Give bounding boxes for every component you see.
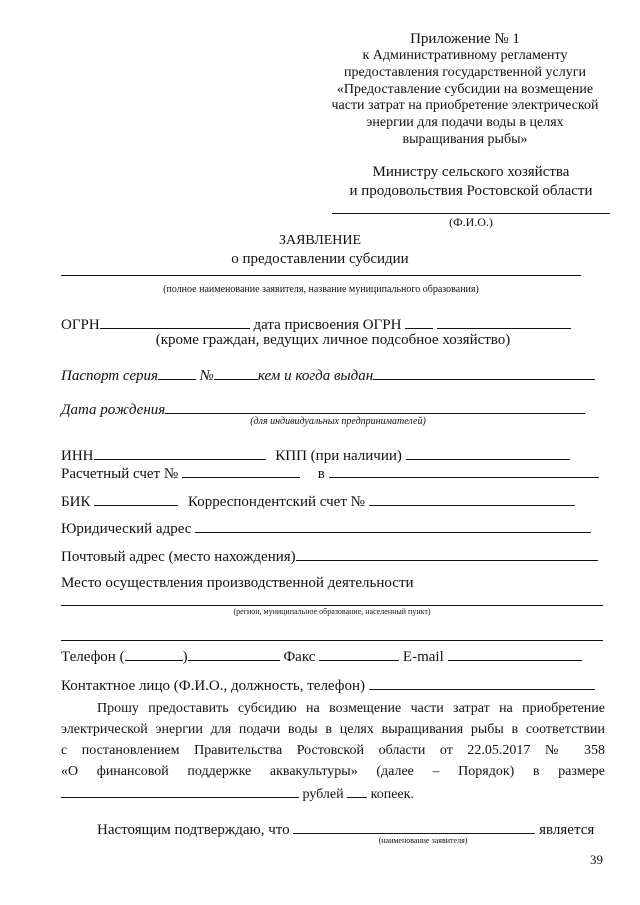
passport-series-label: Паспорт серия xyxy=(61,368,158,384)
title-line: о предоставлении субсидии xyxy=(231,251,409,267)
legal-address-field[interactable] xyxy=(195,517,591,533)
document-title xyxy=(0,232,640,268)
corr-account-field[interactable] xyxy=(369,490,575,506)
birth-date-field[interactable] xyxy=(165,398,585,414)
bank-field[interactable] xyxy=(329,462,599,478)
contact-field[interactable] xyxy=(369,674,595,690)
production-place-label: Место осуществления производственной деятельности xyxy=(61,575,414,591)
confirm-applicant-field[interactable] xyxy=(293,818,535,834)
passport-series-field[interactable] xyxy=(158,364,196,380)
postal-address-field[interactable] xyxy=(296,545,598,561)
production-place-line[interactable] xyxy=(61,605,603,606)
ogrn-date-field-2[interactable] xyxy=(437,313,571,329)
request-amount-row xyxy=(61,782,605,805)
passport-issued-field[interactable] xyxy=(373,364,595,380)
postal-address-label: Почтовый адрес (место нахождения) xyxy=(61,549,296,565)
kpp-field[interactable] xyxy=(406,444,570,460)
phone-field[interactable] xyxy=(188,645,280,661)
passport-issued-label: кем и когда выдан xyxy=(257,368,374,384)
phone-close: ) xyxy=(182,649,188,665)
amount-rubles-field[interactable] xyxy=(61,782,299,798)
account-in-label: в xyxy=(317,466,325,482)
inn-label: ИНН xyxy=(61,448,94,464)
ogrn-date-label: дата присвоения ОГРН xyxy=(253,317,402,333)
corr-account-label: Корреспондентский счет № xyxy=(187,494,365,510)
email-field[interactable] xyxy=(448,645,582,661)
account-row xyxy=(61,462,599,483)
email-label: E-mail xyxy=(402,649,444,665)
appendix-line: энергии для подачи воды в целях xyxy=(366,115,564,131)
contact-row xyxy=(61,674,595,695)
passport-row xyxy=(61,364,595,385)
passport-no-label: № xyxy=(199,368,214,384)
fax-label: Факс xyxy=(283,649,316,665)
request-line: «О финансовой поддержке аквакультуры» (далее – Порядок) в размере xyxy=(61,764,605,779)
ogrn-field[interactable] xyxy=(100,313,250,329)
fax-field[interactable] xyxy=(319,645,399,661)
contact-label: Контактное лицо (Ф.И.О., должность, телефон) xyxy=(61,678,366,694)
request-line: электрической энергии для подачи воды в целях выращивания рыбы в соответствии xyxy=(61,722,605,737)
postal-address-row xyxy=(61,545,598,566)
applicant-name-line[interactable] xyxy=(61,275,581,276)
inn-field[interactable] xyxy=(94,444,266,460)
appendix-block xyxy=(320,30,610,149)
request-line: Прошу предоставить субсидию на возмещение части затрат на приобретение xyxy=(97,701,605,716)
amount-kopecks-field[interactable] xyxy=(347,782,367,798)
kpp-label: КПП (при наличии) xyxy=(275,448,402,464)
addressee-block xyxy=(332,163,610,201)
appendix-line: части затрат на приобретение электрической xyxy=(331,98,599,114)
passport-no-field[interactable] xyxy=(214,364,258,380)
birth-date-label: Дата рождения xyxy=(61,402,166,418)
applicant-caption: (полное наименование заявителя, название муниципального образования) xyxy=(163,284,479,295)
individual-caption: (для индивидуальных предпринимателей) xyxy=(250,416,426,427)
confirm-caption: (наименование заявителя) xyxy=(378,836,468,845)
addressee-line: и продовольствия Ростовской области xyxy=(349,183,593,199)
bik-label: БИК xyxy=(61,494,91,510)
bik-field[interactable] xyxy=(94,490,178,506)
request-paragraph xyxy=(61,698,605,805)
appendix-line: к Административному регламенту xyxy=(362,48,568,63)
kopecks-label: копеек. xyxy=(370,787,414,802)
bik-row xyxy=(61,490,575,511)
legal-address-row xyxy=(61,517,591,538)
appendix-line: предоставления государственной услуги xyxy=(344,64,586,80)
fio-line[interactable] xyxy=(332,213,610,214)
addressee-line: Министру сельского хозяйства xyxy=(372,164,570,180)
confirm-label: Настоящим подтверждаю, что xyxy=(97,822,290,838)
confirm-is-label: является xyxy=(539,822,595,838)
legal-address-label: Юридический адрес xyxy=(61,521,192,537)
request-line: с постановлением Правительства Ростовской области от 22.05.2017 № 358 xyxy=(61,743,605,758)
appendix-line: «Предоставление субсидии на возмещение xyxy=(336,81,594,97)
ogrn-date-field[interactable] xyxy=(405,313,433,329)
title-line: ЗАЯВЛЕНИЕ xyxy=(278,233,362,248)
phone-label: Телефон ( xyxy=(61,649,125,665)
phone-row xyxy=(61,645,582,666)
production-place-line-2[interactable] xyxy=(61,640,603,641)
fio-caption: (Ф.И.О.) xyxy=(449,215,493,229)
account-label: Расчетный счет № xyxy=(61,466,179,482)
appendix-line: выращивания рыбы» xyxy=(402,131,528,147)
rubles-label: рублей xyxy=(302,787,344,802)
page-number: 39 xyxy=(590,852,603,867)
region-caption: (регион, муниципальное образование, населенный пункт) xyxy=(233,607,431,616)
phone-code-field[interactable] xyxy=(125,645,183,661)
ogrn-note: (кроме граждан, ведущих личное подсобное хозяйство) xyxy=(155,332,511,348)
ogrn-label: ОГРН xyxy=(61,317,100,333)
account-field[interactable] xyxy=(182,462,300,478)
appendix-title: Приложение № 1 xyxy=(410,31,520,47)
